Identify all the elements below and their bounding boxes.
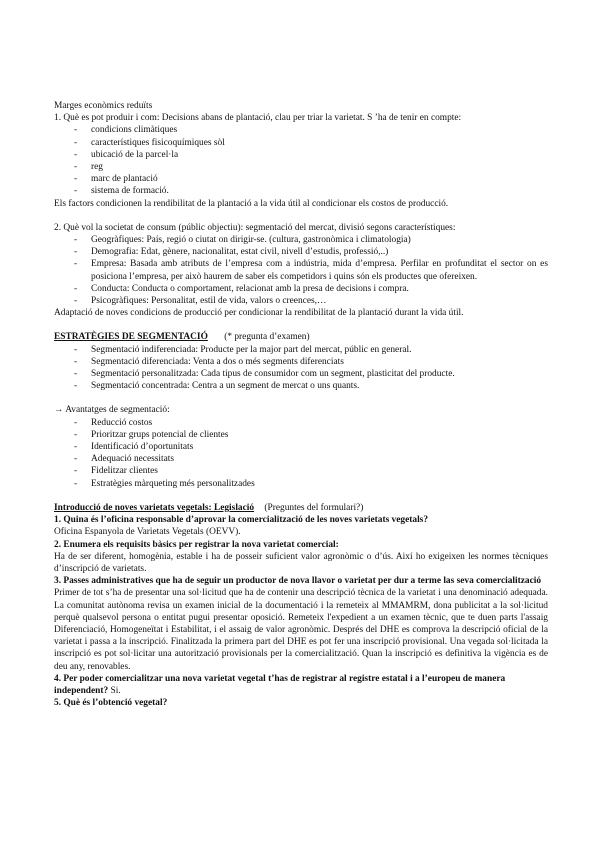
section-title: Marges econòmics reduïts (54, 101, 153, 111)
list-item: - marc de plantació (54, 173, 548, 185)
list-item: - Reducció costos (54, 417, 548, 429)
legislation-heading: Introducció de noves varietats vegetals: Legislació (54, 502, 255, 513)
list-item: - Identificació d’oportunitats (54, 441, 548, 453)
list-item: - Demografia: Edat, gènere, nacionalitat, estat civil, nivell d’estudis, professió,..) (54, 246, 548, 258)
list-item: - Psicogràfiques: Personalitat, estil de vida, valors o creences,… (54, 295, 548, 307)
legislation-answer-2: Ha de ser diferent, homogènia, estable i ha de posseir suficient valor agronòmic o d’ús. Així ho exigeixen les normes tècniques d’inscripció de varietats. (54, 551, 548, 574)
list-item: - Fidelitzar clientes (54, 465, 548, 477)
list-item: - Segmentació personalitzada: Cada tipus de consumidor com un segment, plasticitat del producte. (54, 368, 548, 380)
list-item: - Segmentació indiferenciada: Producte per la major part del mercat, públic en general. (54, 344, 548, 356)
summary-text: Els factors condicionen la rendibilitat de la plantació a la vida útil al condicionar els costos de producció. (54, 198, 449, 209)
list-item: - Segmentació concentrada: Centra a un segment de mercat o uns quants. (54, 380, 548, 392)
list-item: - Segmentació diferenciada: Venta a dos o més segments diferenciats (54, 356, 548, 368)
form-note: (Preguntes del formulari?) (264, 502, 364, 513)
list-item: - Empresa: Basada amb atributs de l’empresa com a indústria, mida d’empresa. Perfilar en profunditat el sector on es posiciona l’empresa, per això haurem de saber els competidors i quins són els productes que ofereixen. (54, 258, 548, 282)
list-item: - ubicació de la parcel·la (54, 149, 548, 161)
list-item: - sistema de formació. (54, 185, 548, 197)
list-item: - Conducta: Conducta o comportament, relacionat amb la presa de decisions i compra. (54, 283, 548, 295)
strategies-heading-line (54, 331, 548, 343)
list-item: - Geogràfiques: País, regió o ciutat on dirigir-se. (cultura, gastronòmica i climatologia) (54, 234, 548, 246)
list-item: - Adequació necessitats (54, 453, 548, 465)
list-item: - reg (54, 161, 548, 173)
advantages-list (54, 417, 548, 490)
legislation-answer-1: Oficina Espanyola de Varietats Vegetals (OEVV). (54, 527, 241, 538)
list-item: - Prioritzar grups potencial de clientes (54, 429, 548, 441)
summary-text: Adaptació de noves condicions de producció per condicionar la rendibilitat de la plantació durant la vida útil. (54, 308, 464, 319)
legislation-question-4: 4. Per poder comercialitzar una nova varietat vegetal t’has de registrar al registre estatal i a l’europeu de manera independent? (54, 673, 506, 696)
list-item: - característiques fisicoquímiques sòl (54, 137, 548, 149)
strategies-heading: ESTRATÈGIES DE SEGMENTACIÓ (54, 332, 208, 343)
factors-list (54, 124, 548, 197)
document-page (54, 100, 548, 709)
legislation-answer-3: Primer de tot s’ha de presentar una sol·licitud que ha de contenir una descripció tècnica de la varietat i una denominació adequada. La comunitat autònoma revisa un examen inicial de la documentació i la remeteix al MMAMRM, dona publicitat a la sol·licitud perquè qualsevol persona o entitat pugui presentar oposició. Remeteix l'expedient a un examen tècnic, que te duen parts l'assaig Diferenciació, Homogeneïtat i Estabilitat, i el assaig de valor agronòmic. Després del DHE es comprova la descripció oficial de la varietat i passa a la inscripció. Finalitzada la primera part del DHE es pot fer una inscripció provisional. Una vegada sol·licitada la inscripció es pot sol·licitar una autorització provisionals per la comercialització. Quan la inscripció es definitiva la vigència es de deu any, renovables. (54, 588, 548, 672)
legislation-qa-4 (54, 673, 548, 697)
legislation-answer-4: Si. (110, 685, 121, 696)
strategies-list (54, 344, 548, 393)
segmentation-criteria-list (54, 234, 548, 307)
legislation-heading-line (54, 502, 548, 514)
exam-note: (* pregunta d’examen) (224, 332, 310, 343)
question-1: 1. Què es pot produir i com: Decisions abans de plantació, clau per triar la varietat. S ’ha de tenir en compte: (54, 113, 462, 124)
legislation-question-3: 3. Passes administratives que ha de seguir un productor de nova llavor o varietat per dur a terme las seva comercialització (54, 576, 542, 587)
legislation-question-5: 5. Què és l’obtenció vegetal? (54, 698, 168, 709)
legislation-question-2: 2. Enumera els requisits bàsics per registrar la nova varietat comercial: (54, 539, 339, 550)
legislation-question-1: 1. Quina és l’oficina responsable d’aprovar la comercialització de les noves varietats vegetals? (54, 515, 429, 526)
advantages-heading: → Avantatges de segmentació: (54, 405, 170, 416)
question-2: 2. Què vol la societat de consum (públic objectiu): segmentació del mercat, divisió segons característiques: (54, 222, 456, 233)
list-item: - Estratègies màrqueting més personalitzades (54, 478, 548, 490)
list-item: - condicions climàtiques (54, 124, 548, 136)
